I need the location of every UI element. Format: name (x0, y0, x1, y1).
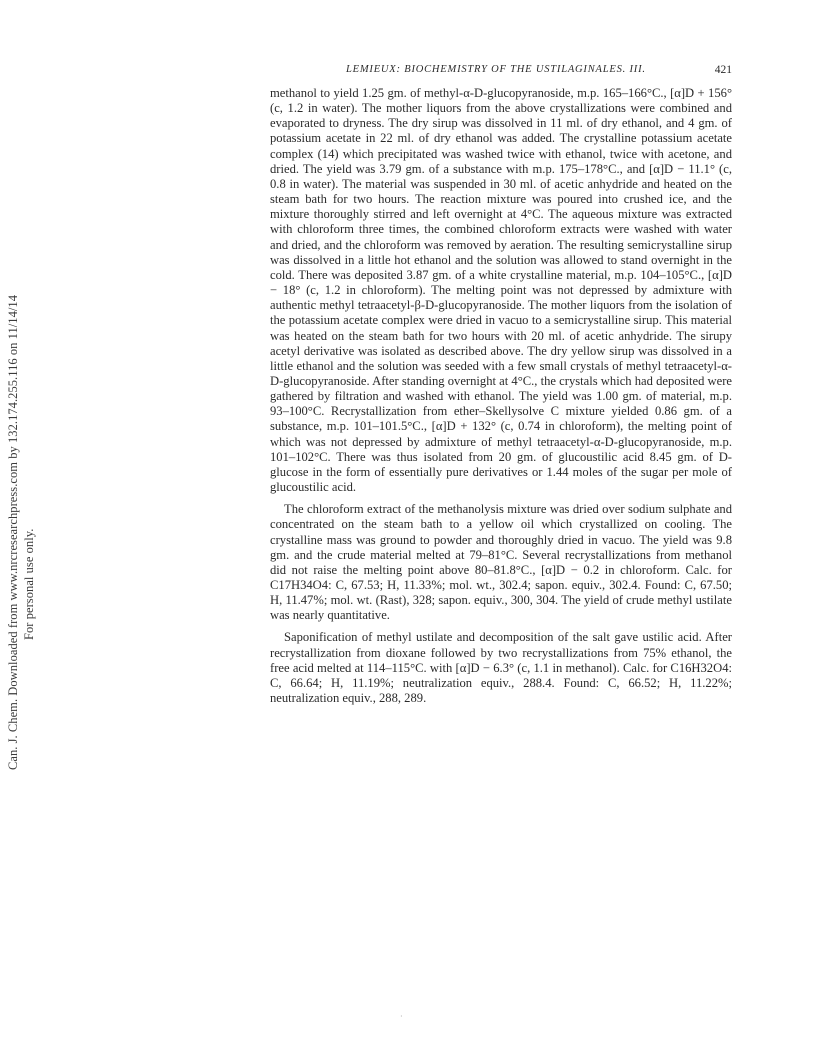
download-watermark (4, 270, 44, 790)
page-number: 421 (714, 64, 732, 76)
paragraph-1: methanol to yield 1.25 gm. of methyl-α-D-glucopyranoside, m.p. 165–166°C., [α]D + 156° (c, 1.2 in water). The mother liquors from the above crystallizations were combined and evaporated to dryness. The dry sirup was dissolved in 11 ml. of dry ethanol, and 4 gm. of potassium acetate in 22 ml. of dry ethanol was added. The crystalline potassium acetate complex (14) which precipitated was washed twice with ethanol, twice with acetone, and dried. The yield was 3.79 gm. of a substance with m.p. 175–178°C., and [α]D − 11.1° (c, 0.8 in water). The material was suspended in 30 ml. of acetic anhydride and heated on the steam bath for two hours. The reaction mixture was poured into crushed ice, and the mixture thoroughly stirred and left overnight at 4°C. The aqueous mixture was extracted with chloroform three times, the combined chloroform extracts were washed with water and dried, and the chloroform was removed by aeration. The resulting semicrystalline sirup was dissolved in a little hot ethanol and the solution was allowed to stand overnight in the cold. There was deposited 3.87 gm. of a white crystalline material, m.p. 104–105°C., [α]D − 18° (c, 1.2 in chloroform). The melting point was not depressed by admixture with authentic methyl tetraacetyl-β-D-glucopyranoside. The mother liquors from the isolation of the potassium acetate complex were dried in vacuo to a semicrystalline sirup. This material was heated on the steam bath for two hours with 20 ml. of acetic anhydride. The sirupy acetyl derivative was isolated as described above. The dry yellow sirup was dissolved in a little ethanol and the solution was seeded with a few small crystals of methyl tetraacetyl-α-D-glucopyranoside. After standing overnight at 4°C., the crystals which had deposited were gathered by filtration and washed with ethanol. The yield was 1.00 gm. of material, m.p. 93–100°C. Recrystallization from ether–Skellysolve C mixture yielded 0.86 gm. of a substance, m.p. 101–101.5°C., [α]D + 132° (c, 0.74 in chloroform), the melting point of which was not depressed by admixture of methyl tetraacetyl-α-D-glucopyranoside, m.p. 101–102°C. There was thus isolated from 20 gm. of glucoustilic acid 8.45 gm. of D-glucose in the form of essentially pure derivatives or 1.44 moles of the sugar per mole of glucoustilic acid. (270, 86, 732, 495)
article-body (270, 86, 732, 706)
personal-use-notice: For personal use only. (22, 528, 36, 640)
paragraph-3: Saponification of methyl ustilate and decomposition of the salt gave ustilic acid. After recrystallization from dioxane followed by two recrystallizations from 75% ethanol, the free acid melted at 114–115°C. with [α]D − 6.3° (c, 1.1 in methanol). Calc. for C16H32O4: C, 66.64; H, 11.19%; neutralization equiv., 288.4. Found: C, 66.52; H, 11.22%; neutralization equiv., 288, 289. (270, 630, 732, 706)
page-header (270, 64, 732, 80)
paragraph-2: The chloroform extract of the methanolysis mixture was dried over sodium sulphate and concentrated on the steam bath to a yellow oil which crystallized on cooling. The crystalline mass was ground to powder and thoroughly dried in vacuo. The yield was 9.8 gm. and the crude material melted at 79–81°C. Several recrystallizations from methanol did not raise the melting point above 80–81.8°C., [α]D − 0.2 in chloroform. Calc. for C17H34O4: C, 67.53; H, 11.33%; mol. wt., 302.4; sapon. equiv., 302.4. Found: C, 67.50; H, 11.47%; mol. wt. (Rast), 328; sapon. equiv., 300, 304. The yield of crude methyl ustilate was nearly quantitative. (270, 502, 732, 623)
scan-mark: · (400, 1012, 403, 1021)
download-notice: Can. J. Chem. Downloaded from www.nrcresearchpress.com by 132.174.255.116 on 11/14/14 (6, 295, 20, 770)
running-head: LEMIEUX: BIOCHEMISTRY OF THE USTILAGINALES. III. (346, 64, 646, 75)
